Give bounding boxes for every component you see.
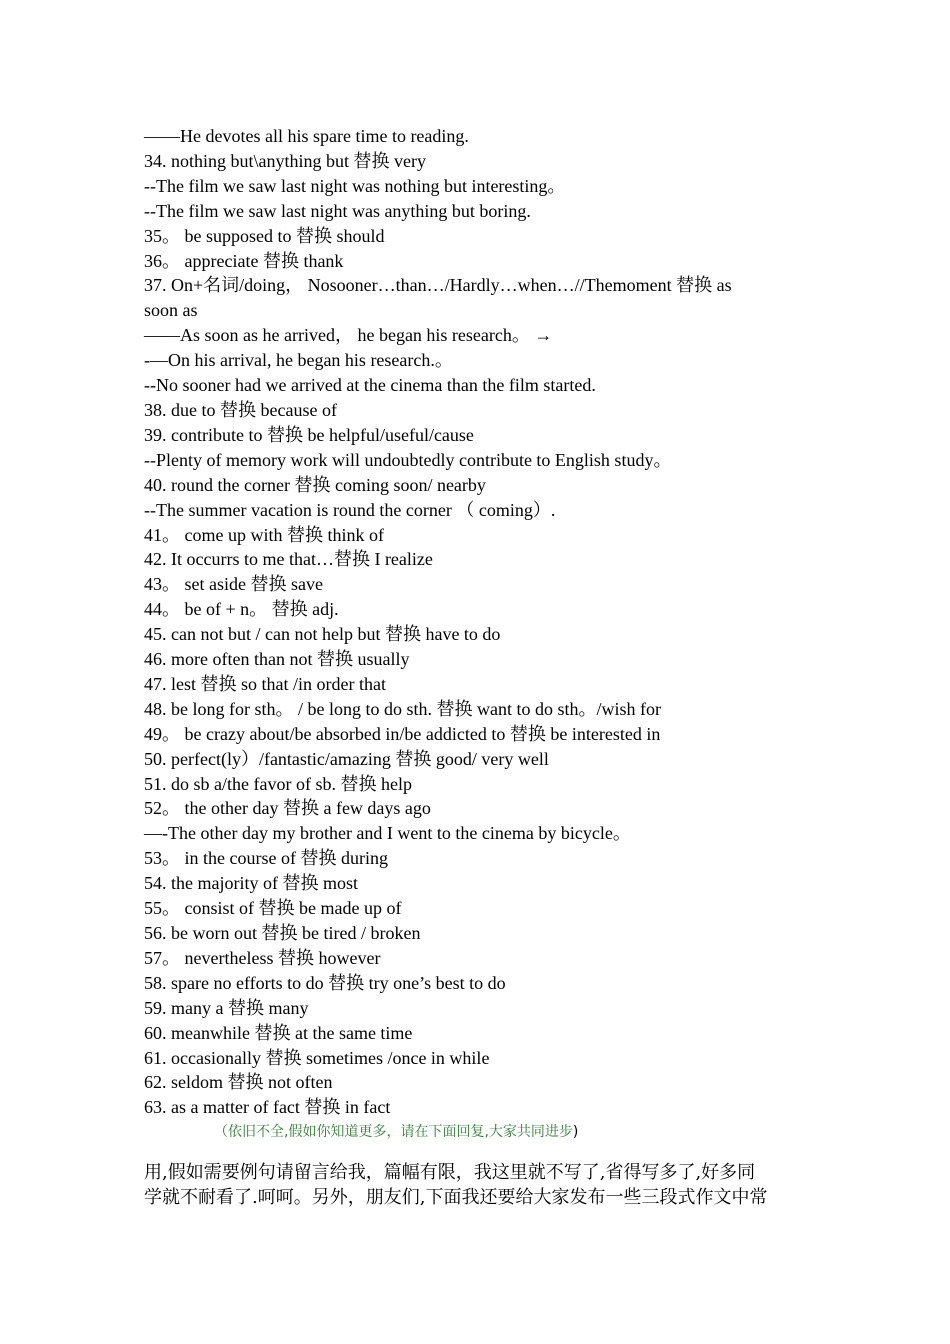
text-line: 47. lest 替换 so that /in order that <box>144 673 386 694</box>
text-line: 54. the majority of 替换 most <box>144 873 358 894</box>
text-line: --No sooner had we arrived at the cinema than the film started. <box>144 375 596 396</box>
text-line: 42. It occurrs to me that…替换 I realize <box>144 549 433 570</box>
text-line: 60. meanwhile 替换 at the same time <box>144 1022 413 1043</box>
text-line: soon as <box>144 300 198 321</box>
text-line: 46. more often than not 替换 usually <box>144 649 410 670</box>
closing-paragraph <box>144 1160 814 1210</box>
incomplete-note <box>214 1122 578 1142</box>
text-line: 40. round the corner 替换 coming soon/ nearby <box>144 474 486 495</box>
text-line: —-The other day my brother and I went to the cinema by bicycle。 <box>144 823 631 844</box>
text-line: 55。 consist of 替换 be made up of <box>144 898 402 919</box>
text-line: 37. On+名词/doing， Nosooner…than…/Hardly…when…//Themoment 替换 as <box>144 275 732 296</box>
text-line: 49。 be crazy about/be absorbed in/be addicted to 替换 be interested in <box>144 723 661 744</box>
text-line: ——He devotes all his spare time to reading. <box>144 126 469 146</box>
text-line: 57。 nevertheless 替换 however <box>144 947 381 968</box>
text-line: 48. be long for sth。 / be long to do sth. 替换 want to do sth。/wish for <box>144 698 661 719</box>
text-line: 56. be worn out 替换 be tired / broken <box>144 923 421 943</box>
text-line: 34. nothing but\anything but 替换 very <box>144 150 426 171</box>
text-line: 63. as a matter of fact 替换 in fact <box>144 1097 391 1118</box>
text-line: 58. spare no efforts to do 替换 try one’s best to do <box>144 972 506 993</box>
text-line: 53。 in the course of 替换 during <box>144 848 388 869</box>
note-open-paren: （ <box>214 1124 228 1140</box>
text-line: 43。 set aside 替换 save <box>144 574 323 595</box>
text-line: 59. many a 替换 many <box>144 997 309 1018</box>
text-line: --The summer vacation is round the corner （ coming）. <box>144 499 556 520</box>
paragraph-line-1: 用,假如需要例句请留言给我，篇幅有限，我这里就不写了,省得写多了,好多同 <box>144 1162 756 1183</box>
note-text: 依旧不全,假如你知道更多，请在下面回复,大家共同进步 <box>228 1124 573 1140</box>
text-line: ——As soon as he arrived， he began his research。 → <box>144 325 553 346</box>
text-line: --Plenty of memory work will undoubtedly contribute to English study。 <box>144 449 672 470</box>
text-line: 52。 the other day 替换 a few days ago <box>144 798 431 819</box>
text-line: 61. occasionally 替换 sometimes /once in while <box>144 1047 490 1068</box>
text-line: 45. can not but / can not help but 替换 have to do <box>144 624 501 645</box>
text-line: --The film we saw last night was nothing but interesting。 <box>144 175 566 196</box>
text-line: 62. seldom 替换 not often <box>144 1072 333 1093</box>
text-line: 39. contribute to 替换 be helpful/useful/cause <box>144 424 474 445</box>
text-line: 35。 be supposed to 替换 should <box>144 225 385 246</box>
text-line: --The film we saw last night was anything but boring. <box>144 200 531 221</box>
text-line: 38. due to 替换 because of <box>144 399 337 420</box>
phrase-list <box>144 124 804 1120</box>
text-line: 36。 appreciate 替换 thank <box>144 250 344 271</box>
text-line: 44。 be of + n。 替换 adj. <box>144 599 339 620</box>
note-close-paren: ) <box>572 1124 579 1140</box>
text-line: 51. do sb a/the favor of sb. 替换 help <box>144 773 412 794</box>
text-line: 41。 come up with 替换 think of <box>144 524 384 545</box>
text-line: 50. perfect(ly）/fantastic/amazing 替换 good/ very well <box>144 748 549 769</box>
text-line: -—On his arrival, he began his research.。 <box>144 350 453 371</box>
paragraph-line-2: 学就不耐看了.呵呵。另外，朋友们,下面我还要给大家发布一些三段式作文中常 <box>144 1187 768 1208</box>
